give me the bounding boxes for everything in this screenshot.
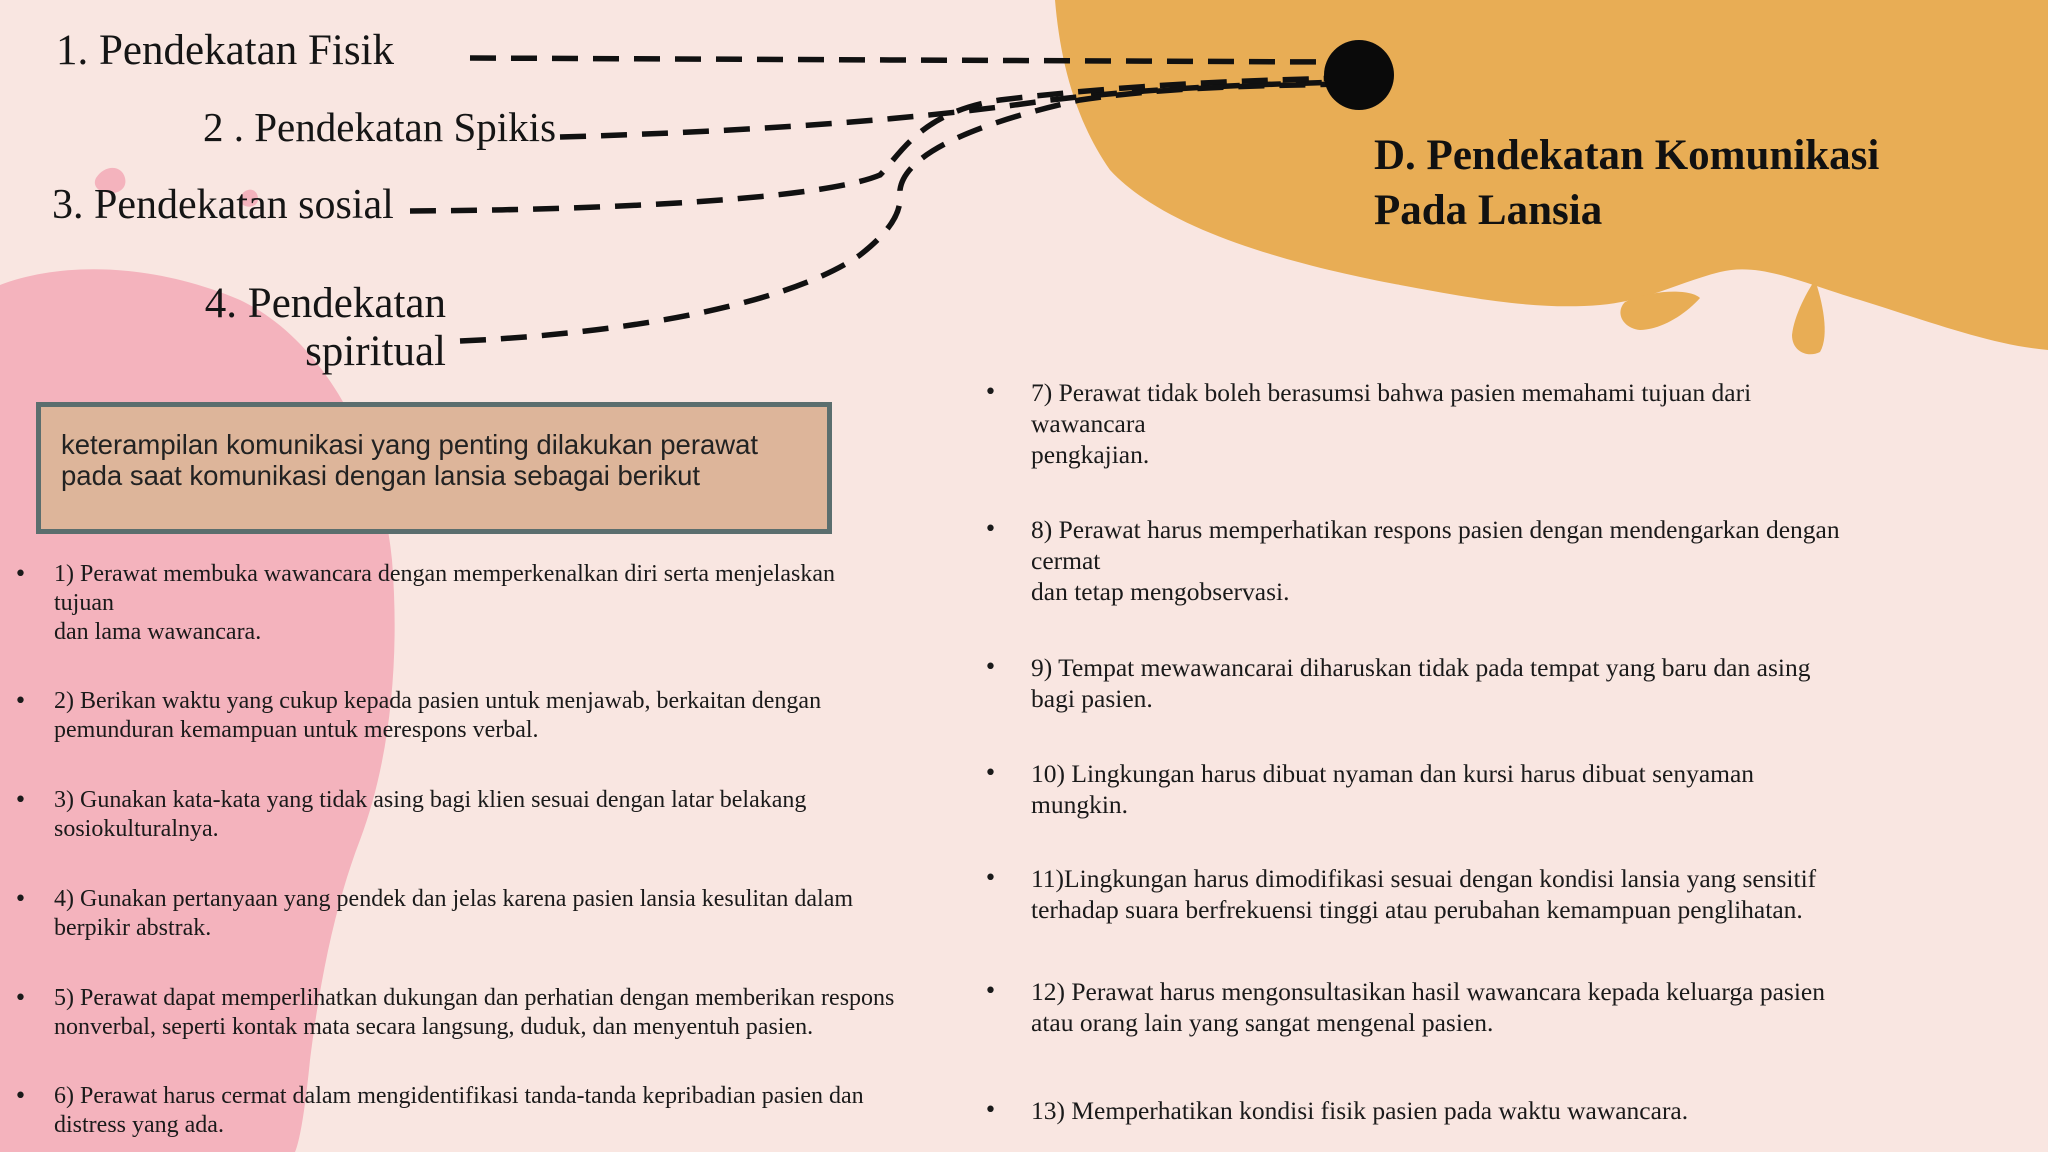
item-line: 1) Perawat membuka wawancara dengan memperkenalkan diri serta menjelaskan xyxy=(54,561,835,587)
item-line: distress yang ada. xyxy=(54,1112,224,1138)
item-line: dan tetap mengobservasi. xyxy=(1031,577,1290,606)
item-line: pemunduran kemampuan untuk merespons verbal. xyxy=(54,717,539,743)
bullet-icon: • xyxy=(14,689,27,714)
item-line: 12) Perawat harus mengonsultasikan hasil wawancara kepada keluarga pasien xyxy=(1031,977,1825,1006)
slide-title xyxy=(1374,128,1994,238)
bullet-icon: • xyxy=(984,655,997,680)
slide-title-line-2: Pada Lansia xyxy=(1374,187,1603,234)
bullet-icon: • xyxy=(14,562,27,587)
approach-2-label: 2 . Pendekatan Spikis xyxy=(203,104,557,150)
bullet-icon: • xyxy=(984,866,997,891)
item-line: terhadap suara berfrekuensi tinggi atau perubahan kemampuan penglihatan. xyxy=(1031,895,1803,924)
bullet-icon: • xyxy=(14,986,27,1011)
list-item xyxy=(14,1082,864,1140)
list-item xyxy=(14,885,854,943)
item-line: 2) Berikan waktu yang cukup kepada pasien untuk menjawab, berkaitan dengan xyxy=(54,688,822,714)
list-item xyxy=(14,786,807,844)
item-line: 10) Lingkungan harus dibuat nyaman dan kursi harus dibuat senyaman xyxy=(1031,759,1755,788)
list-item xyxy=(14,984,895,1042)
bullet-icon: • xyxy=(984,517,997,542)
item-line: 11)Lingkungan harus dimodifikasi sesuai dengan kondisi lansia yang sensitif xyxy=(1031,864,1817,893)
item-line: 4) Gunakan pertanyaan yang pendek dan jelas karena pasien lansia kesulitan dalam xyxy=(54,886,854,912)
hub-dot xyxy=(1324,40,1394,110)
bullet-icon: • xyxy=(14,788,27,813)
slide-title-line-1: D. Pendekatan Komunikasi xyxy=(1374,132,1880,179)
list-item xyxy=(14,687,822,745)
item-line: atau orang lain yang sangat mengenal pasien. xyxy=(1031,1008,1494,1037)
callout-line-1: keterampilan komunikasi yang penting dilakukan perawat xyxy=(61,429,759,460)
bullet-icon: • xyxy=(984,1098,997,1123)
bullet-icon: • xyxy=(984,761,997,786)
list-item xyxy=(984,652,1811,714)
list-item xyxy=(984,377,1752,470)
item-line: 6) Perawat harus cermat dalam mengidentifikasi tanda-tanda kepribadian pasien dan xyxy=(54,1083,864,1109)
bullet-icon: • xyxy=(984,380,997,405)
list-item xyxy=(984,863,1817,925)
callout-box xyxy=(36,402,832,534)
callout-line-2: pada saat komunikasi dengan lansia sebagai berikut xyxy=(61,460,701,491)
item-line: tujuan xyxy=(54,590,114,616)
item-line: 5) Perawat dapat memperlihatkan dukungan dan perhatian dengan memberikan respons xyxy=(54,985,895,1011)
list-item xyxy=(984,1095,1689,1126)
item-line: 13) Memperhatikan kondisi fisik pasien pada waktu wawancara. xyxy=(1031,1096,1689,1125)
item-line: 7) Perawat tidak boleh berasumsi bahwa pasien memahami tujuan dari xyxy=(1031,378,1752,407)
item-line: mungkin. xyxy=(1031,790,1129,819)
item-line: 3) Gunakan kata-kata yang tidak asing bagi klien sesuai dengan latar belakang xyxy=(54,787,807,813)
approach-4-line-2: spiritual xyxy=(305,327,446,375)
approach-3-label: 3. Pendekatan sosial xyxy=(52,182,394,228)
item-line: wawancara xyxy=(1031,409,1146,438)
bullet-icon: • xyxy=(14,1084,27,1109)
item-line: 9) Tempat mewawancarai diharuskan tidak pada tempat yang baru dan asing xyxy=(1031,653,1811,682)
item-line: sosiokulturalnya. xyxy=(54,816,219,842)
item-line: pengkajian. xyxy=(1031,440,1150,469)
bullet-icon: • xyxy=(14,887,27,912)
approach-4-line-1: 4. Pendekatan xyxy=(204,280,446,327)
list-item xyxy=(984,514,1840,607)
item-line: cermat xyxy=(1031,546,1101,575)
approach-1-label: 1. Pendekatan Fisik xyxy=(56,27,394,74)
item-line: 8) Perawat harus memperhatikan respons pasien dengan mendengarkan dengan xyxy=(1031,515,1840,544)
list-item xyxy=(984,758,1755,820)
item-line: nonverbal, seperti kontak mata secara langsung, duduk, dan menyentuh pasien. xyxy=(54,1014,814,1040)
item-line: berpikir abstrak. xyxy=(54,915,212,941)
orange-drop-2 xyxy=(1792,280,1825,354)
list-item xyxy=(14,560,835,647)
approach-4-label xyxy=(203,278,446,377)
item-line: bagi pasien. xyxy=(1031,684,1153,713)
list-item xyxy=(984,976,1825,1038)
item-line: dan lama wawancara. xyxy=(54,619,262,645)
bullet-icon: • xyxy=(984,979,997,1004)
